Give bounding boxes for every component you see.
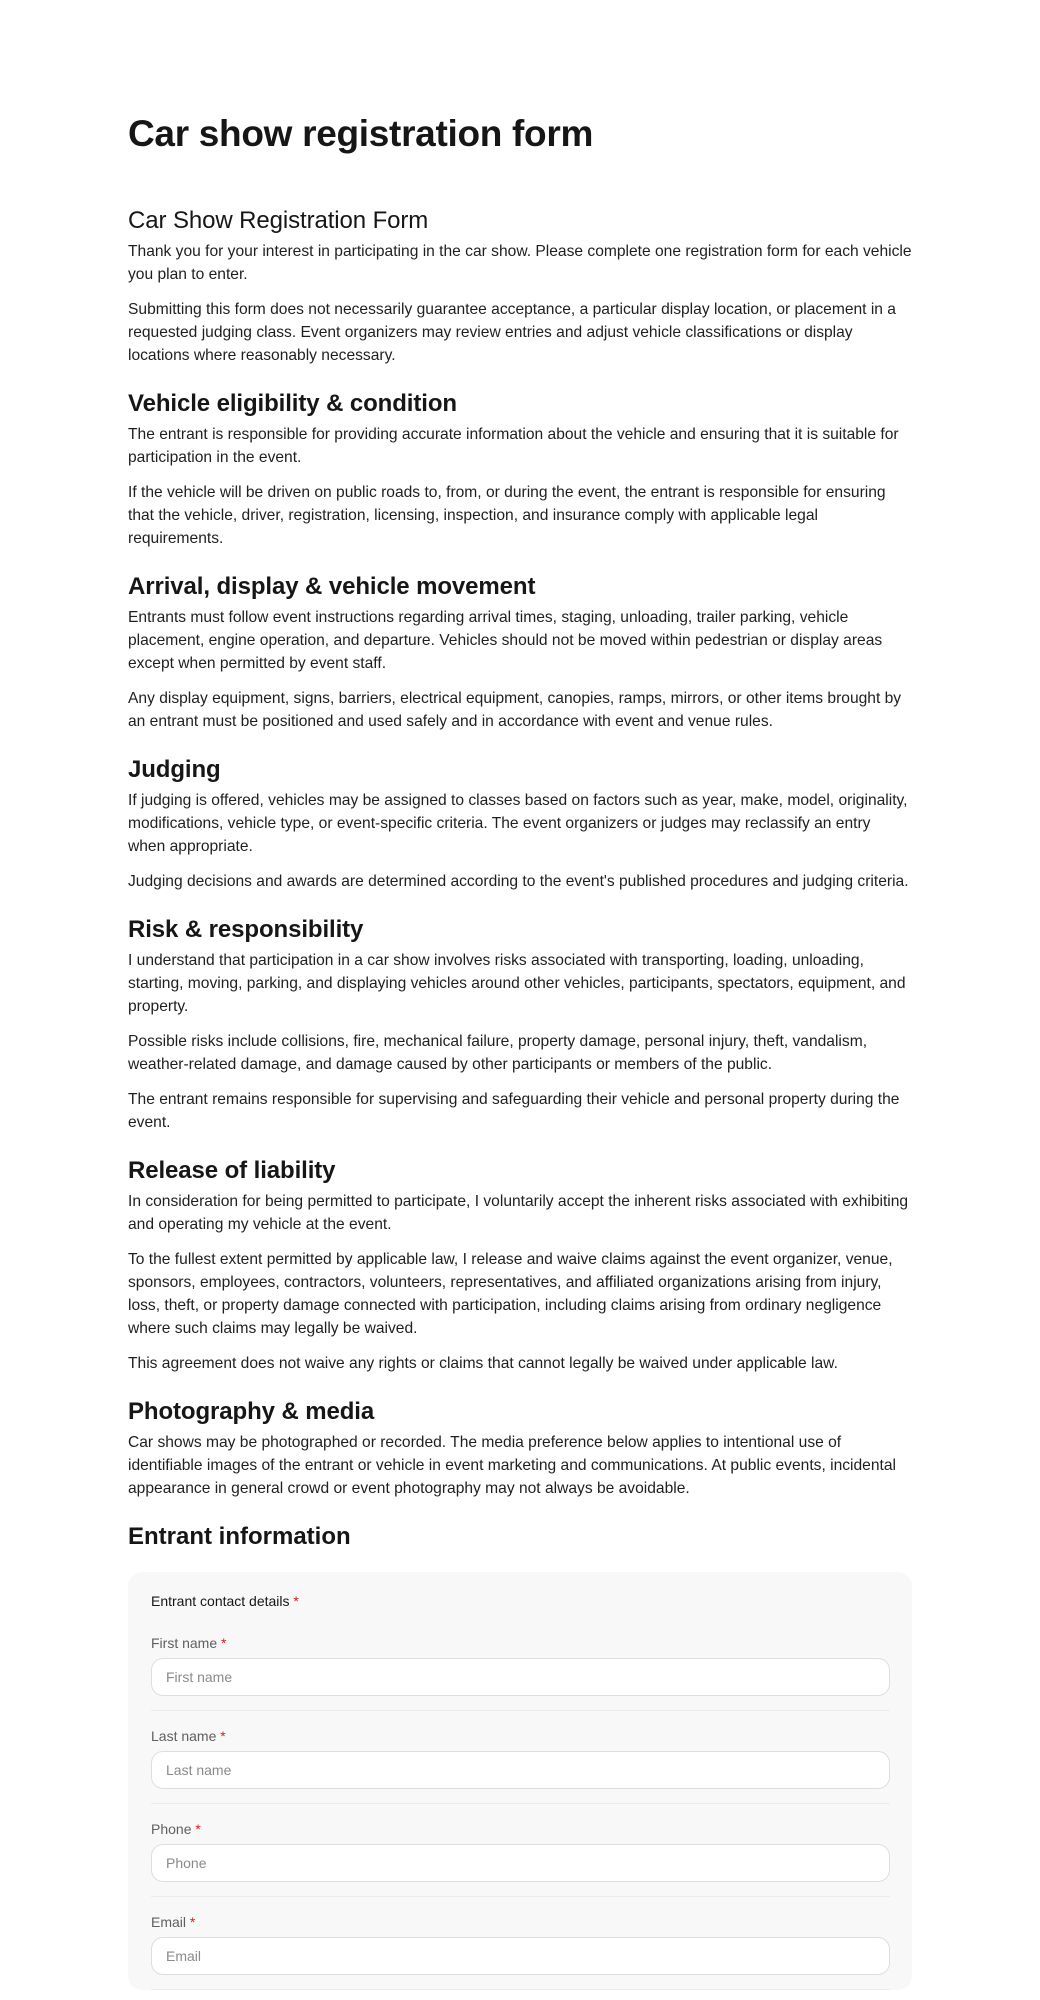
section-vehicle-eligibility xyxy=(128,389,912,550)
section-release-liability xyxy=(128,1156,912,1375)
required-marker: * xyxy=(189,1914,196,1930)
phone-input[interactable] xyxy=(151,1844,890,1882)
field-label-text: First name xyxy=(151,1635,218,1651)
section-paragraph: Thank you for your interest in participating in the car show. Please complete one registration form for each vehicle you plan to enter. xyxy=(128,243,912,283)
form-content xyxy=(128,110,912,2000)
section-judging xyxy=(128,755,912,893)
last-name-label xyxy=(151,1727,890,1745)
section-paragraph: In consideration for being permitted to participate, I voluntarily accept the inherent risks associated with exhibiting and operating my vehicle at the event. xyxy=(128,1193,909,1233)
email-input[interactable] xyxy=(151,1937,890,1975)
entrant-contact-card xyxy=(128,1572,912,1990)
section-paragraph: To the fullest extent permitted by applicable law, I release and waive claims against the event organizer, venue, sponsors, employees, contractors, volunteers, representatives, and affiliated organizations arising from injury, loss, theft, or property damage connected with participation, including claims arising from ordinary negligence where such claims may legally be waived. xyxy=(128,1251,893,1337)
first-name-input[interactable] xyxy=(151,1658,890,1696)
email-field xyxy=(151,1913,890,1990)
section-heading: Risk & responsibility xyxy=(128,916,364,943)
entrant-contact-label xyxy=(151,1592,890,1610)
section-paragraph: Judging decisions and awards are determined according to the event's published procedures and judging criteria. xyxy=(128,873,909,890)
email-label xyxy=(151,1913,890,1931)
field-label-text: Last name xyxy=(151,1728,217,1744)
required-marker: * xyxy=(293,1593,299,1609)
required-marker: * xyxy=(220,1728,226,1744)
section-paragraph: The entrant is responsible for providing accurate information about the vehicle and ensuring that it is suitable for participation in the event. xyxy=(128,426,899,466)
card-label-text: Entrant contact details xyxy=(151,1593,290,1609)
first-name-label xyxy=(151,1634,890,1652)
section-heading: Photography & media xyxy=(128,1398,375,1425)
section-paragraph: If judging is offered, vehicles may be assigned to classes based on factors such as year, make, model, originality, modifications, vehicle type, or event-specific criteria. The event organizers or judges may reclassify an entry when appropriate. xyxy=(128,792,908,855)
section-paragraph: Entrants must follow event instructions regarding arrival times, staging, unloading, trailer parking, vehicle placement, engine operation, and departure. Vehicles should not be moved within pedestrian or display areas except when permitted by event staff. xyxy=(128,609,883,672)
last-name-field xyxy=(151,1727,890,1804)
section-heading: Car Show Registration Form xyxy=(128,207,429,234)
section-paragraph: Submitting this form does not necessarily guarantee acceptance, a particular display location, or placement in a requested judging class. Event organizers may review entries and adjust vehicle classifications or display locations where reasonably necessary. xyxy=(128,301,896,364)
section-heading: Release of liability xyxy=(128,1157,336,1184)
phone-label xyxy=(151,1820,890,1838)
section-heading: Arrival, display & vehicle movement xyxy=(128,573,536,600)
section-paragraph: This agreement does not waive any rights or claims that cannot legally be waived under applicable law. xyxy=(128,1355,838,1372)
section-paragraph: Car shows may be photographed or recorded. The media preference below applies to intentional use of identifiable images of the entrant or vehicle in event marketing and communications. At public events, incidental appearance in general crowd or event photography may not always be avoidable. xyxy=(128,1434,896,1497)
phone-field xyxy=(151,1820,890,1897)
section-intro xyxy=(128,206,912,367)
entrant-information-heading: Entrant information xyxy=(128,1523,351,1550)
first-name-field xyxy=(151,1634,890,1711)
last-name-input[interactable] xyxy=(151,1751,890,1789)
required-marker: * xyxy=(195,1821,201,1837)
section-paragraph: If the vehicle will be driven on public roads to, from, or during the event, the entrant is responsible for ensuring that the vehicle, driver, registration, licensing, inspection, and insurance comply with applicable legal requirements. xyxy=(128,484,886,547)
field-label-text: Email xyxy=(151,1914,187,1930)
section-paragraph: Possible risks include collisions, fire, mechanical failure, property damage, personal injury, theft, vandalism, weather-related damage, and damage caused by other participants or members of the public. xyxy=(128,1033,868,1073)
required-marker: * xyxy=(221,1635,227,1651)
section-paragraph: Any display equipment, signs, barriers, electrical equipment, canopies, ramps, mirrors, or other items brought by an entrant must be positioned and used safely and in accordance with event and venue rules. xyxy=(128,690,902,730)
section-photography-media xyxy=(128,1397,912,1500)
section-heading: Vehicle eligibility & condition xyxy=(128,390,457,417)
section-paragraph: I understand that participation in a car show involves risks associated with transporting, loading, unloading, starting, moving, parking, and displaying vehicles around other vehicles, participants, spectators, equipment, and property. xyxy=(128,952,906,1015)
section-arrival-display xyxy=(128,572,912,733)
field-label-text: Phone xyxy=(151,1821,192,1837)
page-title: Car show registration form xyxy=(128,113,594,154)
section-risk-responsibility xyxy=(128,915,912,1134)
section-paragraph: The entrant remains responsible for supervising and safeguarding their vehicle and personal property during the event. xyxy=(128,1091,900,1131)
section-heading: Judging xyxy=(128,756,221,783)
